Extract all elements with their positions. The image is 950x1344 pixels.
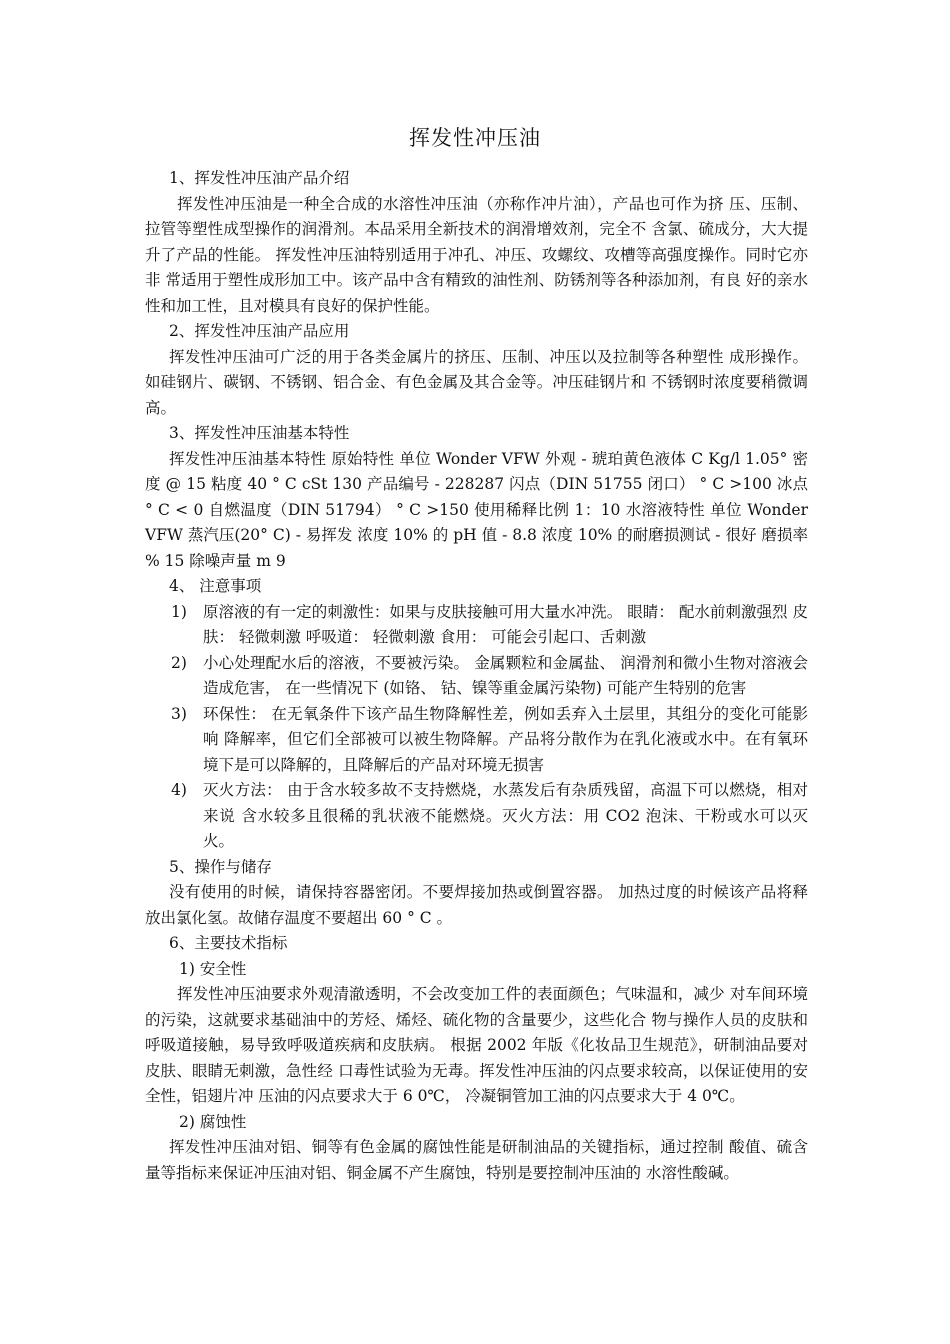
list-item-text: 原溶液的有一定的刺激性：如果与皮肤接触可用大量水冲洗。 眼睛： 配水前刺激强烈 皮肤： 轻微刺激 呼吸道： 轻微刺激 食用： 可能会引起口、舌刺激	[203, 602, 808, 646]
section-heading: 1、挥发性冲压油产品介绍	[169, 169, 350, 187]
list-item	[145, 702, 808, 779]
document-title: 挥发性冲压油	[409, 126, 541, 150]
list-item-number: 4)	[171, 781, 187, 799]
subsection-heading: 2) 腐蚀性	[179, 1112, 247, 1131]
section-heading: 3、挥发性冲压油基本特性	[169, 424, 350, 442]
section-heading: 2、挥发性冲压油产品应用	[169, 322, 350, 340]
section-paragraph: 挥发性冲压油要求外观清澈透明，不会改变加工件的表面颜色；气味温和，减少 对车间环境的污染，这就要求基础油中的芳烃、烯烃、硫化物的含量要少，这些化合 物与操作人员的皮肤和呼吸道接触，易导致呼吸道疾病和皮肤病。 根据 2002 年版《化妆品卫生规范》，研制油品要对皮肤、眼睛无刺激，急性经 口毒性试验为无毒。挥发性冲压油的闪点要求较高，以保证使用的安全性，铝翅片冲 压油的闪点要求大于 6 0℃， 冷凝铜管加工油的闪点要求大于 4 0℃。	[145, 985, 808, 1105]
section-heading: 6、主要技术指标	[169, 934, 288, 952]
section-paragraph: 挥发性冲压油对铝、铜等有色金属的腐蚀性能是研制油品的关键指标，通过控制 酸值、硫含量等指标来保证冲压油对铝、铜金属不产生腐蚀，特别是要控制冲压油的 水溶性酸碱。	[145, 1138, 808, 1182]
section-paragraph: 挥发性冲压油基本特性 原始特性 单位 Wonder VFW 外观 - 琥珀黄色液体 C Kg/l 1.05° 密度 @ 15 粘度 40 ° C cSt 130 产品编号 - 228287 闪点（DIN 51755 闭口） ° C >100 冰点 ° C < 0 自燃温度（DIN 51794） ° C >150 使用稀释比例 1：10 水溶液特性 单位 Wonder VFW 蒸汽压(20° C) - 易挥发 浓度 10% 的 pH 值 - 8.8 浓度 10% 的耐磨损测试 - 很好 磨损率 % 15 除噪声量 m 9	[145, 449, 808, 570]
section-heading: 4、 注意事项	[169, 577, 262, 595]
list-item-number: 1)	[171, 602, 187, 621]
list-item	[145, 600, 808, 651]
list-item-text: 环保性： 在无氧条件下该产品生物降解性差，例如丢弃入土层里，其组分的变化可能影响 降解率，但它们全部被可以被生物降解。产品将分散作为在乳化液或水中。在有氧环 境下是可以降解的，且降解后的产品对环境无损害	[203, 704, 808, 774]
list-item-number: 2)	[171, 653, 187, 672]
list-item-number: 3)	[171, 704, 187, 723]
list-item	[145, 651, 808, 702]
document-body	[145, 166, 808, 1186]
subsection-heading: 1) 安全性	[179, 959, 247, 978]
notes-list	[145, 600, 808, 855]
list-item-text: 小心处理配水后的溶液，不要被污染。 金属颗粒和金属盐、 润滑剂和微小生物对溶液会造成危害， 在一些情况下 (如铬、 钴、镍等重金属污染物) 可能产生特别的危害	[203, 653, 808, 697]
section-paragraph: 挥发性冲压油可广泛的用于各类金属片的挤压、压制、冲压以及拉制等各种塑性 成形操作。如硅钢片、碳钢、不锈钢、铝合金、有色金属及其合金等。冲压硅钢片和 不锈钢时浓度要稍微调高。	[145, 347, 808, 417]
section-heading: 5、操作与储存	[169, 857, 272, 876]
section-paragraph: 没有使用的时候，请保持容器密闭。不要焊接加热或倒置容器。 加热过度的时候该产品将释放出氯化氢。故储存温度不要超出 60 ° C 。	[145, 883, 808, 927]
section-paragraph: 挥发性冲压油是一种全合成的水溶性冲压油（亦称作冲片油），产品也可作为挤 压、压制、拉管等塑性成型操作的润滑剂。本品采用全新技术的润滑增效剂，完全不 含氯、硫成分，大大提升了产品的性能。 挥发性冲压油特别适用于冲孔、冲压、攻螺纹、攻槽等高强度操作。同时它亦非 常适用于塑性成形加工中。该产品中含有精致的油性剂、防锈剂等各种添加剂，有良 好的亲水性和加工性，且对模具有良好的保护性能。	[145, 194, 808, 315]
list-item-text: 灭火方法： 由于含水较多故不支持燃烧，水蒸发后有杂质残留，高温下可以燃烧，相对来说 含水较多且很稀的乳状液不能燃烧。灭火方法：用 CO2 泡沫、干粉或水可以灭火。	[203, 781, 808, 850]
list-item	[145, 778, 808, 855]
